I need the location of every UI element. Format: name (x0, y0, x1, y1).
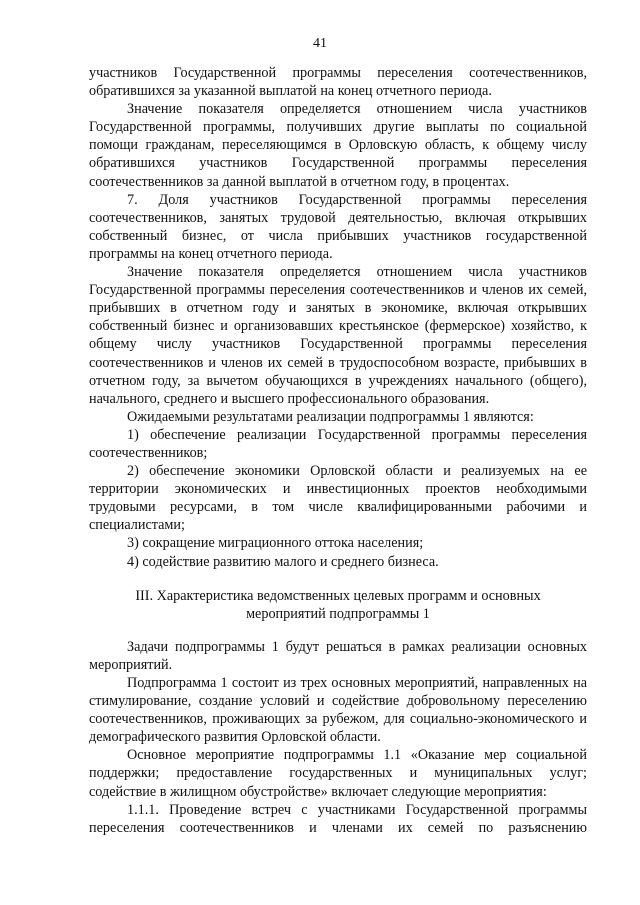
list-item-result-4: 4) содействие развитию малого и среднего бизнеса. (127, 553, 439, 570)
document-body (89, 64, 587, 837)
paragraph-expected-results: Ожидаемыми результатами реализации подпрограммы 1 являются: (127, 408, 534, 425)
paragraph-indicator-7-value: Значение показателя определяется отношением числа участников Государственной программы переселения соотечественников и членов их семей, прибывших в отчетном году и занятых в экономике, включая открывших собственный бизнес и организовавших крестьянское (фермерское) хозяйство, к общему числу участников Государственной программы переселения соотечественников и членов их семей в трудоспособном возрасте, прибывших в отчетном году, за вычетом обучающихся в учреждениях начального (общего), начального, среднего и высшего профессионального образования. (89, 264, 587, 407)
section-heading: III. Характеристика ведомственных целевых программ и основных мероприятий подпрограммы 1 (135, 587, 541, 622)
paragraph-continuation: участников Государственной программы переселения соотечественников, обратившихся за указанной выплатой на конец отчетного периода. (89, 65, 587, 100)
list-item-result-1: 1) обеспечение реализации Государственной программы переселения соотечественников; (89, 426, 587, 461)
paragraph-main-activity-1-1: Основное мероприятие подпрограммы 1.1 «Оказание мер социальной поддержки; предоставление государственных и муниципальных услуг; содействие в жилищном обустройстве» включает следующие мероприятия: (89, 747, 587, 800)
paragraph-indicator-7: 7. Доля участников Государственной программы переселения соотечественников, занятых трудовой деятельностью, включая открывших собственный бизнес, от числа прибывших участников государственной программы на конец отчетного периода. (89, 191, 587, 262)
page-number: 41 (313, 36, 327, 51)
paragraph-indicator-value: Значение показателя определяется отношением числа участников Государственной программы, получивших другие выплаты по социальной помощи гражданам, переселяющимся в Орловскую область, к общему числу обратившихся участников Государственной программы переселения соотечественников за данной выплатой в отчетном году, в процентах. (89, 101, 587, 190)
paragraph-subprogram-structure: Подпрограмма 1 состоит из трех основных мероприятий, направленных на стимулирование, создание условий и содействие добровольному переселению соотечественников, проживающих за рубежом, для социально-экономического и демографического развития Орловской области. (89, 675, 587, 746)
list-item-result-2: 2) обеспечение экономики Орловской области и реализуемых на ее территории экономических и инвестиционных проектов необходимыми трудовыми ресурсами, в том числе квалифицированными рабочими и специалистами; (89, 463, 587, 534)
paragraph-tasks: Задачи подпрограммы 1 будут решаться в рамках реализации основных мероприятий. (89, 638, 587, 673)
paragraph-activity-1-1-1: 1.1.1. Проведение встреч с участниками Государственной программы переселения соотечественников и членами их семей по разъяснению (89, 801, 587, 836)
list-item-result-3: 3) сокращение миграционного оттока населения; (127, 535, 424, 552)
